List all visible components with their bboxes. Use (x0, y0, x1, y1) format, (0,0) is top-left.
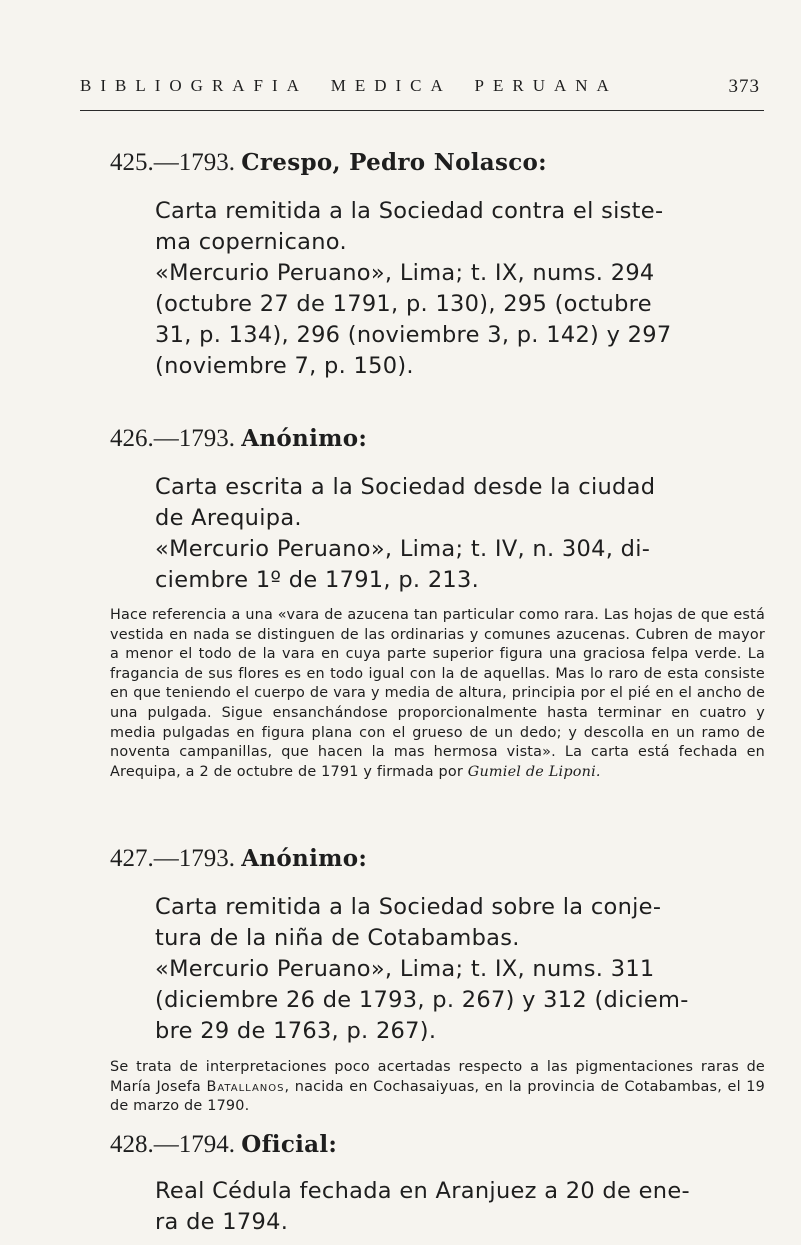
entry-line: «Mercurio Peruano», Lima; t. IV, n. 304, di- (155, 536, 651, 562)
entry-year: —1793. (153, 845, 235, 872)
entry-number: 427. (110, 845, 154, 872)
entry-line: ma copernicano. (155, 229, 347, 255)
entry-line: bre 29 de 1763, p. 267). (155, 1018, 437, 1044)
entry-year: —1794. (153, 1131, 235, 1158)
entry-line: 31, p. 134), 296 (noviembre 3, p. 142) y 297 (155, 322, 672, 348)
entry-body-427 (155, 892, 765, 1047)
entry-line: (noviembre 7, p. 150). (155, 353, 414, 379)
entry-line: tura de la niña de Cotabambas. (155, 925, 520, 951)
running-head-title-1: BIBLIOGRAFIA (80, 76, 308, 95)
entry-author: Anónimo: (241, 845, 368, 872)
entry-line: Real Cédula fechada en Aranjuez a 20 de ene- (155, 1178, 690, 1204)
entry-body-426 (155, 472, 765, 596)
entry-body-425 (155, 196, 765, 382)
entry-line: «Mercurio Peruano», Lima; t. IX, nums. 294 (155, 260, 655, 286)
entry-line: ciembre 1º de 1791, p. 213. (155, 567, 480, 593)
entry-author: Anónimo: (241, 425, 368, 452)
running-head-title-2: MEDICA (330, 76, 452, 95)
entry-line: de Arequipa. (155, 505, 302, 531)
running-head (80, 76, 760, 96)
entry-year: —1793. (153, 149, 235, 176)
entry-note-426 (110, 606, 765, 782)
entry-line: Carta escrita a la Sociedad desde la ciudad (155, 474, 656, 500)
entry-number: 426. (110, 425, 154, 452)
note-text-end: , nacida en Cochasaiyuas, en la provincia de Cotabambas, el 19 de marzo de 1790. (110, 1078, 765, 1115)
entry-heading-428 (110, 1130, 337, 1160)
entry-author: Crespo, Pedro Nolasco: (241, 149, 547, 176)
entry-year: —1793. (153, 425, 235, 452)
entry-heading-427 (110, 844, 367, 874)
entry-number: 425. (110, 149, 154, 176)
running-head-title-3: PERUANA (474, 76, 618, 95)
entry-heading-426 (110, 424, 367, 454)
page-number: 373 (728, 76, 760, 97)
note-surname: Batallanos (206, 1078, 285, 1095)
entry-heading-425 (110, 148, 547, 178)
entry-line: (octubre 27 de 1791, p. 130), 295 (octubre (155, 291, 652, 317)
entry-line: ra de 1794. (155, 1209, 289, 1235)
note-text: Hace referencia a una «vara de azucena tan particular como rara. Las hojas de que está vestida en nada se distinguen de las ordinarias y comunes azucenas. Cubren de mayor a menor el todo de la vara en cuya parte superior figura una graciosa felpa verde. La fragancia de sus flores es en todo igual con la de aquellas. Mas lo raro de esta consiste en que teniendo el cuerpo de vara y media de altura, principia por el pié en el ancho de una pulgada. Sigue ensanchándose proporcionalmente hasta terminar en cuatro y media pulgadas en figura plana con el grueso de un dedo; y descolla en un ramo de noventa campanillas, que hacen la mas hermosa vista». La carta está fechada en Arequipa, a 2 de octubre de 1791 y firmada por (110, 607, 765, 780)
entry-line: Carta remitida a la Sociedad contra el siste- (155, 198, 664, 224)
entry-line: (diciembre 26 de 1793, p. 267) y 312 (diciem- (155, 987, 689, 1013)
entry-line: «Mercurio Peruano», Lima; t. IX, nums. 311 (155, 956, 655, 982)
note-text: Se trata de interpretaciones poco acertadas respecto a las pigmentaciones raras de María Josefa (110, 1059, 765, 1095)
entry-author: Oficial: (241, 1131, 338, 1158)
entry-number: 428. (110, 1131, 154, 1158)
entry-line: Carta remitida a la Sociedad sobre la conje- (155, 894, 662, 920)
note-signature: Gumiel de Liponi. (467, 763, 601, 780)
entry-note-427 (110, 1058, 765, 1117)
entry-body-428 (155, 1176, 765, 1238)
header-rule (80, 110, 764, 111)
